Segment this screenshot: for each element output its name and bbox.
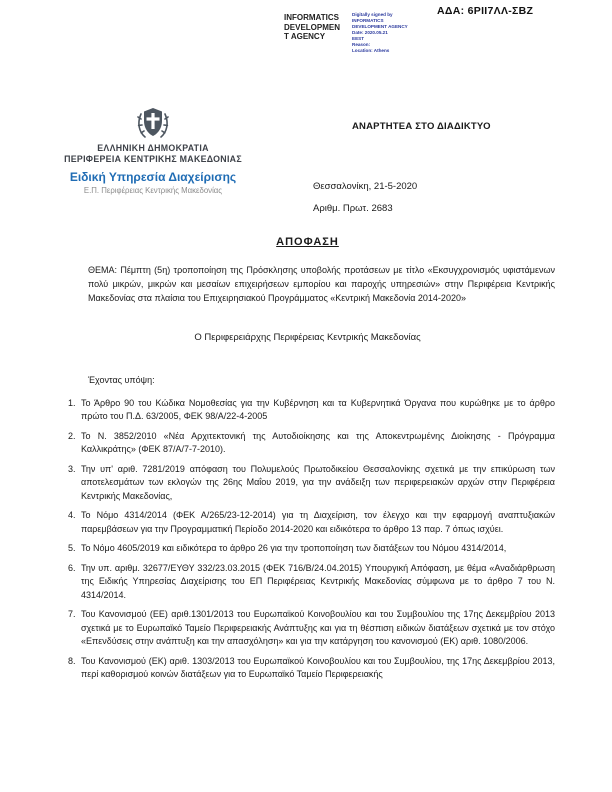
consideration-item: 8. Του Κανονισμού (ΕΚ) αριθ. 1303/2013 του Ευρωπαϊκού Κοινοβουλίου και του Συμβουλίου, της 17ης Δεκεμβρίου 2013, περί καθορισμού κοινών διατάξεων για το Ευρωπαϊκό Ταμείο Περιφερειακής — [78, 655, 555, 682]
consideration-item: 7. Του Κανονισμού (ΕΕ) αριθ.1301/2013 του Ευρωπαϊκού Κοινοβουλίου και του Συμβουλίου της 17ης Δεκεμβρίου 2013 σχετικά με το Ευρωπαϊκό Ταμείο Περιφερειακής Ανάπτυξης και για τη θέσπιση ειδικών διατάξεων σχετικά με τον στόχο «Επενδύσεις στην ανάπτυξη και την απασχόληση» και για την κατάργηση του κανονισμού (ΕΚ) αριθ. 1080/2006. — [78, 608, 555, 649]
consideration-item: 2. Το Ν. 3852/2010 «Νέα Αρχιτεκτονική της Αυτοδιοίκησης και της Αποκεντρωμένης Διοίκησης - Πρόγραμμα Καλλικράτης» (ΦΕΚ 87/Α/7-7-2010). — [78, 430, 555, 457]
greek-coat-of-arms-icon — [52, 106, 254, 140]
signature-detail-line: EEST — [352, 35, 364, 41]
digital-signature-details — [352, 12, 430, 54]
org-unit-name: Ειδική Υπηρεσία Διαχείρισης — [69, 169, 237, 184]
signature-agency-name — [284, 13, 350, 42]
subject-paragraph: ΘΕΜΑ: Πέμπτη (5η) τροποποίηση της Πρόσκλησης υποβολής προτάσεων με τίτλο «Εκσυγχρονισμός υφιστάμενων πολύ μικρών, μικρών και μεσαίων επιχειρήσεων εμπορίου και παροχής υπηρεσιών» στην Περιφέρεια Κεντρικής Μακεδονίας στα πλαίσια του Επιχειρησιακού Προγράμματος «Κεντρική Μακεδονία 2014-2020» — [88, 265, 555, 303]
signature-detail-line: Digitally signed by — [352, 12, 393, 17]
protocol-number: Αριθμ. Πρωτ. 2683 — [313, 203, 393, 214]
signature-detail-line: Location: Athens — [352, 47, 390, 53]
consideration-item: 3. Την υπ' αριθ. 7281/2019 απόφαση του Πολυμελούς Πρωτοδικείου Θεσσαλονίκης σχετικά με την επικύρωση των αποτελεσμάτων των εκλογών της 26ης Μαΐου 2019, για την ανάδειξη των περιφερειακών αρχών στην Περιφέρεια Κεντρικής Μακεδονίας, — [78, 463, 555, 504]
consideration-item: 1. Το Άρθρο 90 του Κώδικα Νομοθεσίας για την Κυβέρνηση και τα Κυβερνητικά Όργανα που κυρώθηκε με το άρθρο πρώτο του Π.Δ. 63/2005, ΦΕΚ 98/Α/22-4-2005 — [78, 397, 555, 424]
considerations-list — [60, 397, 555, 682]
org-region-line: ΠΕΡΙΦΕΡΕΙΑ ΚΕΝΤΡΙΚΗΣ ΜΑΚΕΔΟΝΙΑΣ — [64, 154, 242, 165]
signature-agency-line: INFORMATICS — [284, 13, 339, 22]
signature-agency-line: DEVELOPMEN — [284, 22, 341, 32]
signature-detail-line: DEVELOPMENT AGENCY — [352, 23, 408, 29]
org-unit-subtitle: Ε.Π. Περιφέρειας Κεντρικής Μακεδονίας — [83, 185, 223, 195]
web-posting-note: ΑΝΑΡΤΗΤΕΑ ΣΤΟ ΔΙΑΔΙΚΤΥΟ — [352, 121, 491, 132]
document-body — [60, 236, 555, 688]
signature-detail-line: Date: 2020.05.21 — [352, 29, 388, 35]
consideration-item: 6. Την υπ. αριθμ. 32677/ΕΥΘΥ 332/23.03.2015 (ΦΕΚ 716/Β/24.04.2015) Υπουργική Απόφαση, με θέμα «Αναδιάρθρωση της Ειδικής Υπηρεσίας Διαχείρισης του ΕΠ Περιφέρειας Κεντρικής Μακεδονίας σύμφωνα με το άρθρο 7 του Ν. 4314/2014. — [78, 562, 555, 603]
signature-detail-line: Reason: — [352, 41, 371, 47]
organization-header — [52, 106, 254, 195]
having-regard-label: Έχοντας υπόψη: — [88, 374, 155, 385]
place-and-date: Θεσσαλονίκη, 21-5-2020 — [313, 181, 418, 192]
document-title: ΑΠΟΦΑΣΗ — [276, 236, 339, 248]
issuer-line: Ο Περιφερειάρχης Περιφέρειας Κεντρικής Μακεδονίας — [194, 331, 421, 343]
signature-detail-line: INFORMATICS — [352, 17, 384, 23]
ada-number: ΑΔΑ: 6ΡΙΙ7ΛΛ-ΣΒΖ — [437, 5, 534, 17]
consideration-item: 4. Το Νόμο 4314/2014 (ΦΕΚ Α/265/23-12-2014) για τη Διαχείριση, τον έλεγχο και την εφαρμογή αναπτυξιακών παρεμβάσεων για την Προγραμματική Περίοδο 2014-2020 και ειδικότερα το άρθρο 13 παρ. 7 όπως ισχύει. — [78, 509, 555, 536]
org-country-line: ΕΛΛΗΝΙΚΗ ΔΗΜΟΚΡΑΤΙΑ — [97, 143, 209, 153]
consideration-item: 5. Το Νόμο 4605/2019 και ειδικότερα το άρθρο 26 για την τροποποίηση των διατάξεων του Νόμου 4314/2014, — [78, 542, 555, 556]
signature-agency-line: T AGENCY — [284, 32, 326, 42]
